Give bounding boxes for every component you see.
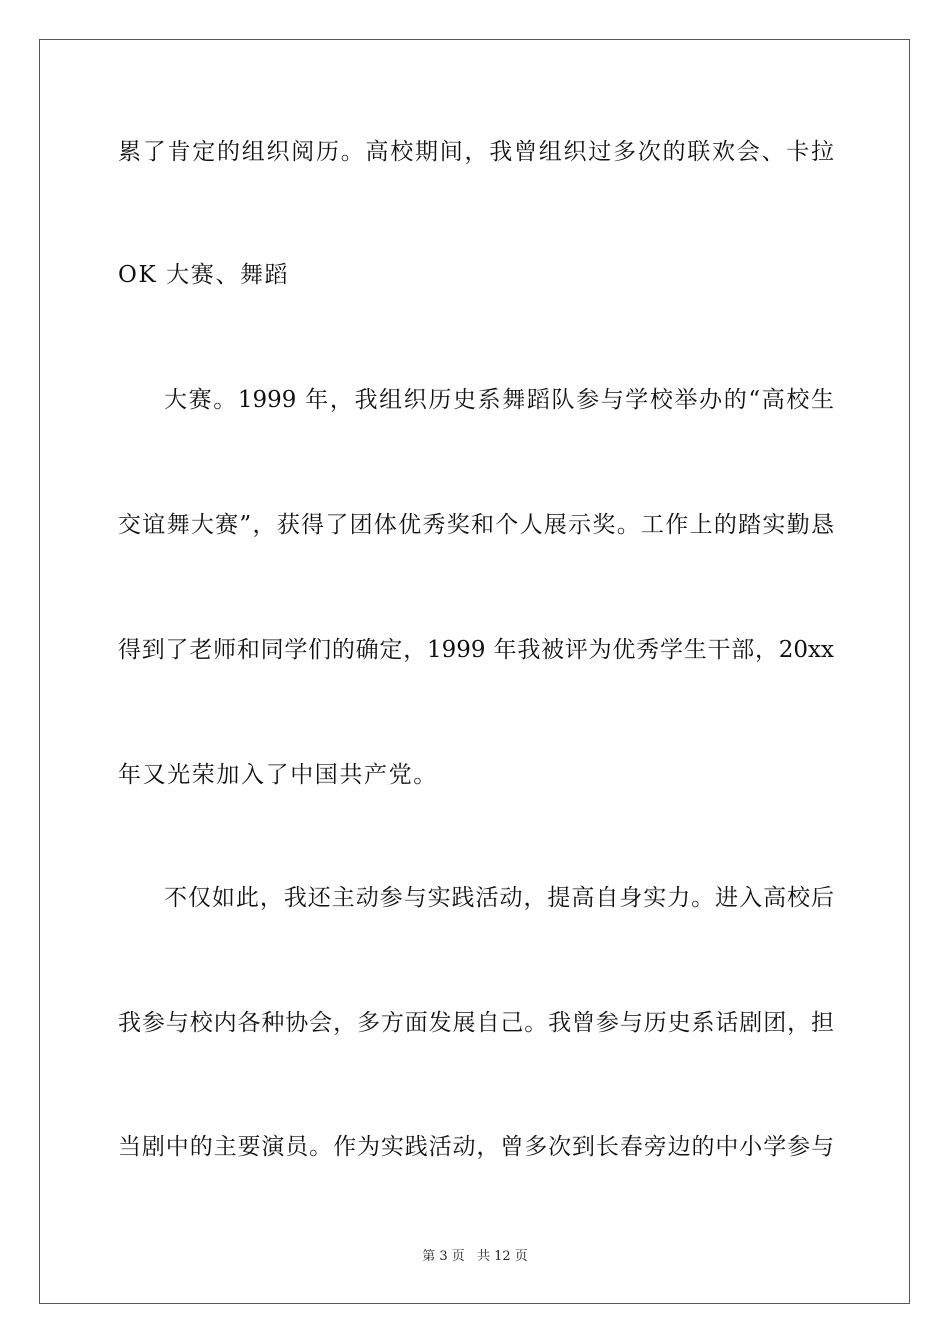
body-text-line-6: 年又光荣加入了中国共产党。 [118,762,438,788]
page-number-total: 共 12 页 [476,1249,528,1264]
page-number-current: 第 3 页 [422,1249,465,1264]
page-footer [0,1248,950,1266]
body-text-line-4: 交谊舞大赛”，获得了团体优秀奖和个人展示奖。工作上的踏实勤恳 [118,512,834,538]
body-text-line-7: 不仅如此，我还主动参与实践活动，提高自身实力。进入高校后 [164,885,834,911]
body-text-line-3: 大赛。1999 年，我组织历史系舞蹈队参与学校举办的“高校生 [164,387,834,413]
body-text-line-1: 累了肯定的组织阅历。高校期间，我曾组织过多次的联欢会、卡拉 [118,139,834,165]
page-border [39,39,910,1304]
body-text-line-8: 我参与校内各种协会，多方面发展自己。我曾参与历史系话剧团，担 [118,1010,834,1036]
body-text-line-2: OK 大赛、舞蹈 [118,262,290,288]
body-text-line-5: 得到了老师和同学们的确定，1999 年我被评为优秀学生干部，20xx [118,637,834,663]
body-text-line-9: 当剧中的主要演员。作为实践活动，曾多次到长春旁边的中小学参与 [118,1134,834,1160]
